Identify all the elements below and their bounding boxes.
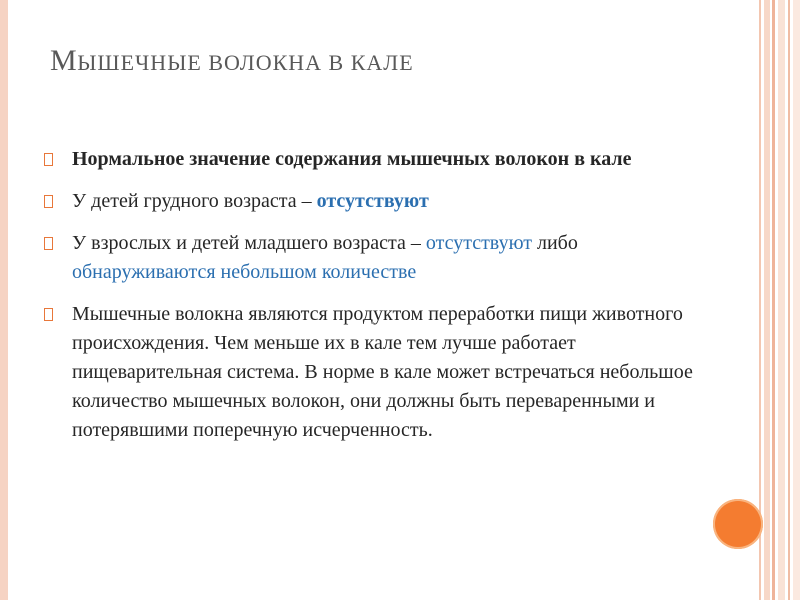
right-decor-stripe bbox=[772, 0, 775, 600]
decorative-circle bbox=[713, 499, 763, 549]
right-decor-stripe bbox=[764, 0, 770, 600]
title-first-letter: М bbox=[50, 44, 78, 77]
list-item bbox=[44, 187, 704, 216]
list-item bbox=[44, 229, 704, 287]
item-text: У взрослых и детей младшего возраста – bbox=[72, 232, 426, 254]
list-item bbox=[44, 145, 704, 174]
item-highlight: отсутствуют bbox=[316, 190, 429, 212]
item-text: У детей грудного возраста – bbox=[72, 190, 317, 212]
list-item bbox=[44, 300, 704, 445]
box-icon bbox=[44, 195, 53, 208]
bullet-list bbox=[44, 145, 704, 458]
right-decor-stripe bbox=[778, 0, 785, 600]
right-decor-stripe bbox=[793, 0, 800, 600]
right-decor-stripe bbox=[788, 0, 790, 600]
slide-title bbox=[50, 44, 414, 78]
item-text: либо bbox=[532, 232, 578, 254]
left-decor-stripe bbox=[0, 0, 8, 600]
item-highlight: обнаруживаются небольшом количестве bbox=[72, 261, 417, 283]
title-rest: ЫШЕЧНЫЕ ВОЛОКНА В КАЛЕ bbox=[77, 50, 414, 75]
item-text: Нормальное значение содержания мышечных волокон в кале bbox=[72, 148, 632, 170]
box-icon bbox=[44, 308, 53, 321]
box-icon bbox=[44, 237, 53, 250]
item-text: Мышечные волокна являются продуктом переработки пищи животного происхождения. Чем меньше их в кале тем лучше работает пищеварительная система. В норме в кале может встречаться небольшое количество мышечных волокон, они должны быть переваренными и потерявшими поперечную исчерченность. bbox=[72, 303, 693, 441]
item-highlight: отсутствуют bbox=[425, 232, 532, 254]
box-icon bbox=[44, 153, 53, 166]
